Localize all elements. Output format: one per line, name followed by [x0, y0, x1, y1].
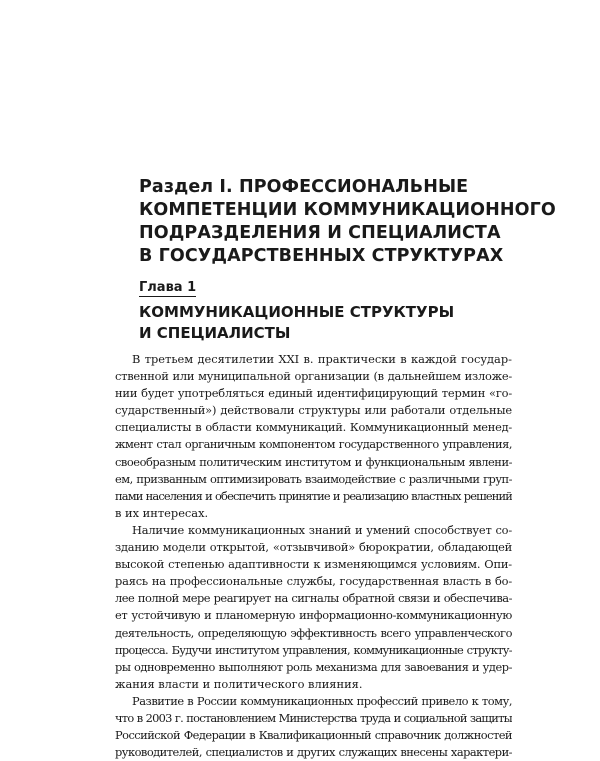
chapter-label: Глава 1	[139, 280, 197, 295]
text-line: высокой степенью адаптивности к изменяющимся условиям. Опи-	[115, 557, 512, 572]
text-line: специалисты в области коммуникаций. Коммуникационный менед-	[115, 420, 512, 435]
text-line: ем, призванным оптимизировать взаимодействие с различными груп-	[115, 471, 512, 486]
text-line: Наличие коммуникационных знаний и умений способствует со-	[132, 522, 512, 537]
text-line: Российской Федерации в Квалификационный справочник должностей	[115, 728, 512, 743]
text-line: зданию модели открытой, «отзывчивой» бюрократии, обладающей	[115, 540, 512, 555]
text-line: процесса. Будучи институтом управления, коммуникационные структу-	[115, 642, 512, 657]
text-line: раясь на профессиональные службы, государственная власть в бо-	[115, 574, 512, 589]
text-line: В третьем десятилетии XXI в. практически в каждой государ-	[132, 352, 512, 366]
text-line: ры одновременно выполняют роль механизма для завоевания и удер-	[115, 659, 512, 674]
text-line: ственной или муниципальной организации (в дальнейшем изложе-	[115, 369, 512, 384]
text-line: пами населения и обеспечить принятие и реализацию властных решений	[115, 488, 512, 503]
section-title-line: КОМПЕТЕНЦИИ КОММУНИКАЦИОННОГО	[139, 200, 556, 220]
chapter-title	[139, 302, 454, 344]
text-line: сударственный») действовали структуры или работали отдельные	[115, 403, 512, 418]
text-line: деятельность, определяющую эффективность всего управленческого	[115, 625, 512, 640]
section-title-line: Раздел I. ПРОФЕССИОНАЛЬНЫЕ	[139, 177, 469, 197]
section-title-line: В ГОСУДАРСТВЕННЫХ СТРУКТУРАХ	[139, 246, 504, 266]
text-line: Развитие в России коммуникационных профессий привело к тому,	[132, 693, 512, 708]
text-line: что в 2003 г. постановлением Министерства труда и социальной защиты	[115, 710, 512, 725]
chapter-title-line: КОММУНИКАЦИОННЫЕ СТРУКТУРЫ	[139, 303, 455, 321]
text-line: ет устойчивую и планомерную информационно-коммуникационную	[115, 608, 512, 623]
text-line: нии будет употребляться единый идентифицирующий термин «го-	[115, 386, 512, 401]
chapter-title-line: И СПЕЦИАЛИСТЫ	[139, 324, 291, 342]
section-title	[139, 176, 579, 268]
section-title-line: ПОДРАЗДЕЛЕНИЯ И СПЕЦИАЛИСТА	[139, 223, 501, 243]
text-line: жания власти и политического влияния.	[115, 676, 363, 691]
text-line: своеобразным политическим институтом и функциональным явлени-	[115, 454, 512, 469]
body-text	[115, 351, 512, 761]
text-line: в их интересах.	[115, 505, 209, 520]
text-line: руководителей, специалистов и других служащих внесены характери-	[115, 745, 512, 760]
text-line: жмент стал органичным компонентом государственного управления,	[115, 437, 512, 452]
text-line: лее полной мере реагирует на сигналы обратной связи и обеспечива-	[115, 591, 512, 606]
